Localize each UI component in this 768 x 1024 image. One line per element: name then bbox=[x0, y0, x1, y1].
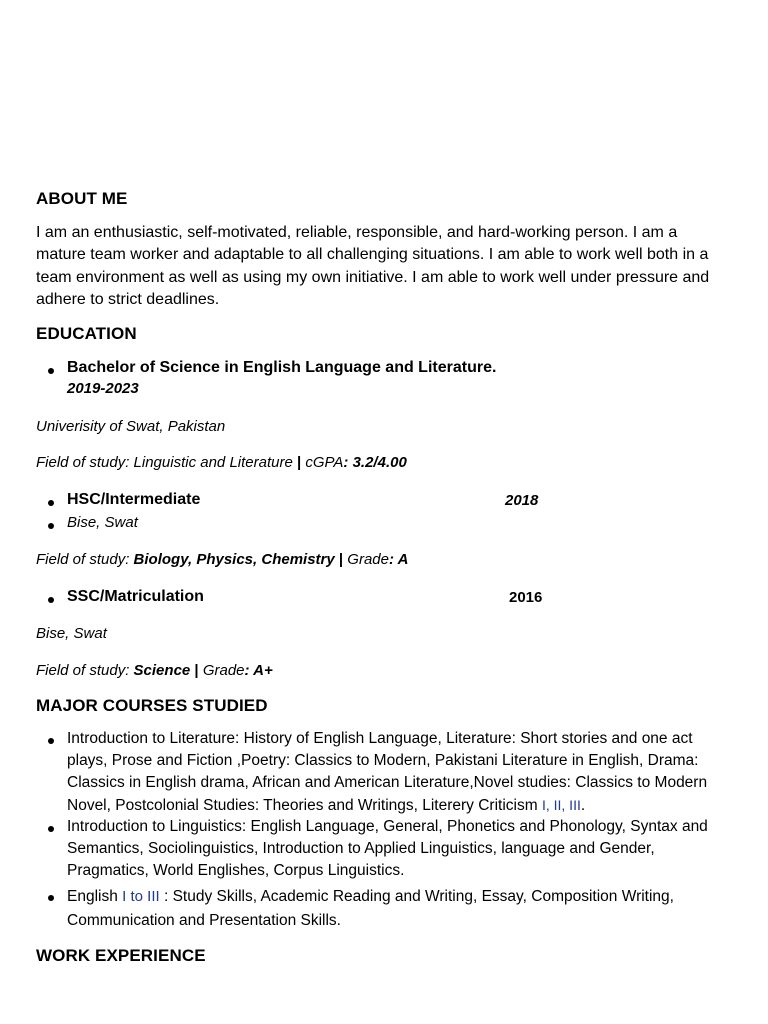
bullet-icon bbox=[48, 368, 54, 374]
ssc-separator: | bbox=[190, 662, 203, 679]
education-heading: EDUCATION bbox=[36, 324, 137, 343]
bullet-icon bbox=[48, 500, 54, 506]
course-literature-end: . bbox=[580, 797, 586, 814]
ssc-field bbox=[36, 662, 273, 679]
course-english-text: : Study Skills, Academic Reading and Writing, Essay, Composition Writing, Communication and Presentation Skills. bbox=[67, 888, 674, 929]
course-linguistics-text: Introduction to Linguistics: English Language, General, Phonetics and Phonology, Syntax and Semantics, Sociolinguistics, Introduction to Applied Linguistics, language and Gender, Pragmatics, World Englishes, Corpus Linguistics. bbox=[67, 818, 708, 879]
hsc-grade-label: Grade bbox=[347, 551, 389, 568]
ssc-grade-value: : A+ bbox=[244, 662, 273, 679]
bullet-icon bbox=[48, 826, 54, 832]
bachelor-field-label: Field of study: Linguistic and Literature bbox=[36, 454, 297, 471]
ssc-board: Bise, Swat bbox=[36, 625, 107, 642]
bachelor-degree: Bachelor of Science in English Language and Literature. bbox=[67, 359, 497, 376]
course-literature-numerals: I, II, III bbox=[541, 797, 581, 813]
ssc-field-value: Science bbox=[133, 662, 191, 679]
course-literature-text: Introduction to Literature: History of English Language, Literature: Short stories and one act plays, Prose and Fiction ,Poetry: Classics to Modern, Pakistani Literature in English, Drama: Classics in English drama, African and American Literature,Novel studies: Classics to Modern Novel, Postcolonial Studies: Theories and Writings, Literery Criticism bbox=[67, 730, 708, 814]
bullet-icon bbox=[48, 895, 54, 901]
bachelor-institution: Univerisity of Swat, Pakistan bbox=[36, 418, 226, 435]
ssc-title: SSC/Matriculation bbox=[67, 588, 204, 605]
about-heading: ABOUT ME bbox=[36, 189, 128, 208]
bullet-icon bbox=[48, 738, 54, 744]
ssc-grade-label: Grade bbox=[202, 662, 245, 679]
hsc-field-value: Biology, Physics, Chemistry bbox=[133, 551, 335, 568]
hsc-grade-value: : A bbox=[388, 551, 409, 568]
courses-heading: MAJOR COURSES STUDIED bbox=[36, 696, 268, 715]
bullet-icon bbox=[48, 523, 54, 529]
work-heading: WORK EXPERIENCE bbox=[36, 946, 206, 965]
bachelor-years: 2019-2023 bbox=[67, 380, 139, 397]
ssc-year: 2016 bbox=[509, 589, 543, 606]
bullet-icon bbox=[48, 597, 54, 603]
hsc-separator: | bbox=[334, 551, 348, 568]
bachelor-separator: | bbox=[296, 454, 302, 471]
hsc-field-label: Field of study: bbox=[36, 551, 134, 568]
course-english-numerals: I to III bbox=[122, 888, 160, 905]
hsc-year: 2018 bbox=[505, 492, 539, 509]
about-text: I am an enthusiastic, self-motivated, reliable, responsible, and hard-working person. I am a mature team worker and adaptable to all challenging situations. I am able to work well both in a team environment as well as using my own initiative. I am able to work well under pressure and adhere to strict deadlines. bbox=[36, 224, 710, 308]
bachelor-gpa-label: cGPA bbox=[301, 454, 344, 471]
course-english-start: English bbox=[67, 888, 123, 905]
bachelor-gpa-value: : 3.2/4.00 bbox=[343, 454, 407, 471]
hsc-board: Bise, Swat bbox=[67, 514, 138, 531]
hsc-title: HSC/Intermediate bbox=[67, 491, 201, 508]
hsc-field bbox=[36, 551, 408, 568]
ssc-field-label: Field of study: bbox=[36, 662, 134, 679]
bachelor-field bbox=[36, 454, 407, 471]
